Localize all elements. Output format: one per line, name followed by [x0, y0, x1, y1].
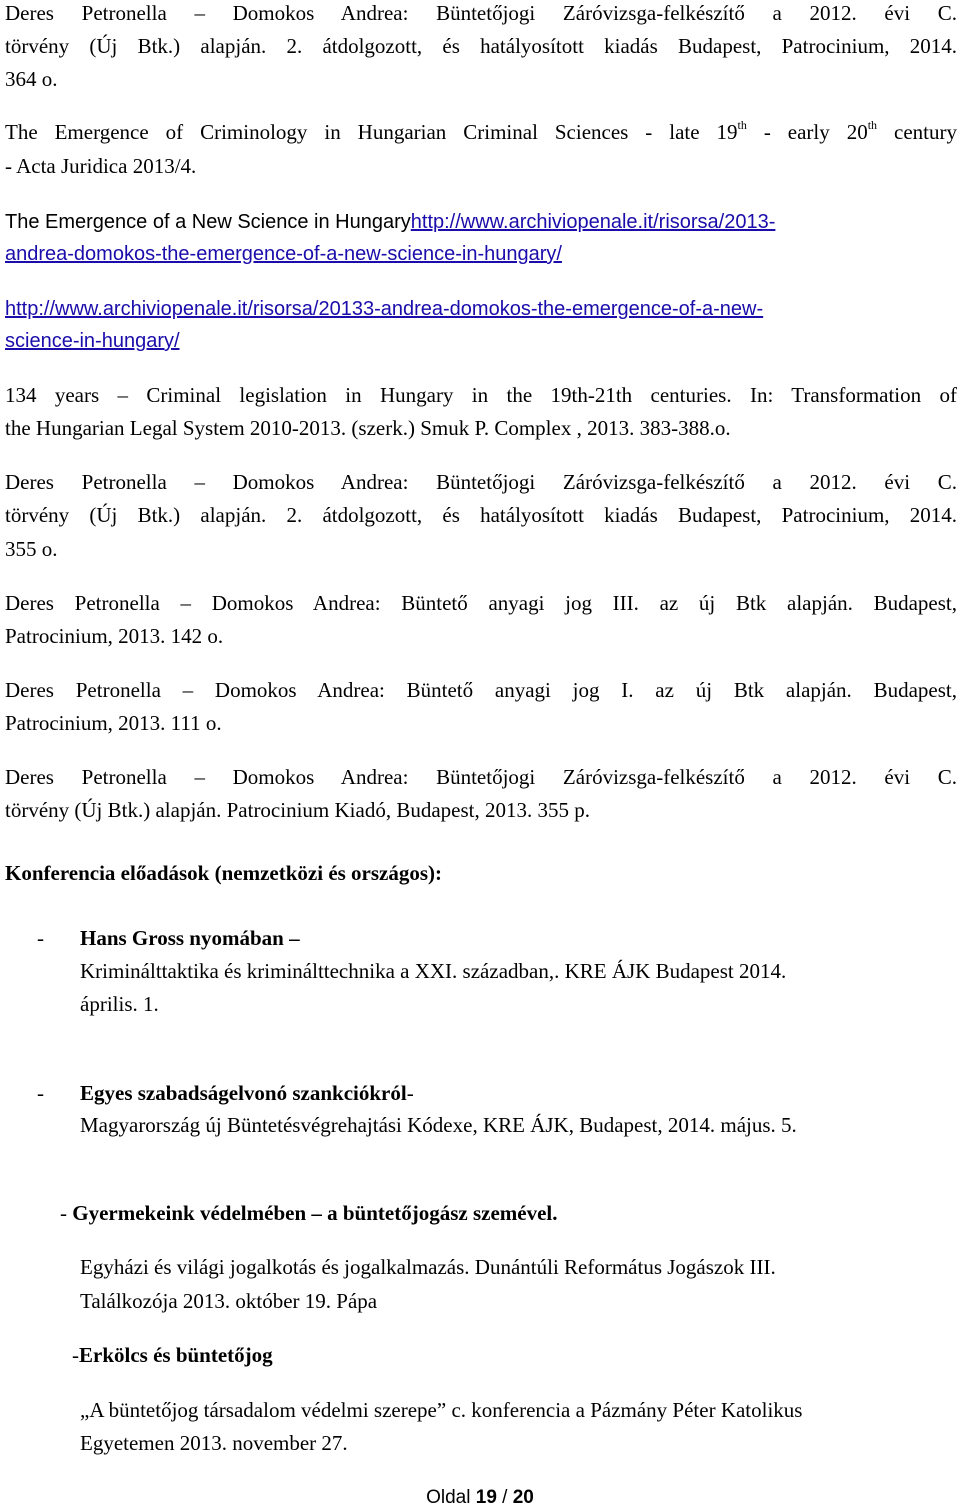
ref-1-line-3: 364 o. [5, 67, 58, 91]
conf-3-dash: - [60, 1201, 73, 1225]
ref-8-line-1: Deres Petronella – Domokos Andrea: Büntető anyagi jog I. az új Btk alapján. Budapest, [5, 678, 957, 702]
ref-2-text-a: The Emergence of Criminology in Hungarian Criminal Sciences - late 19 [5, 120, 738, 144]
ref-5-line-2: the Hungarian Legal System 2010-2013. (szerk.) Smuk P. Complex , 2013. 383-388.o. [5, 416, 731, 440]
conf-3-title-line [60, 1200, 950, 1226]
ref-5-line-1: 134 years – Criminal legislation in Hungary in the 19th-21th centuries. In: Transformation of [5, 383, 957, 407]
ref-4-link-part-2[interactable]: science-in-hungary/ [5, 330, 180, 352]
conf-2-line-1: Magyarország új Büntetésvégrehajtási Kódexe, KRE ÁJK, Budapest, 2014. május. 5. [80, 1113, 797, 1137]
conf-3-line-1: Egyházi és világi jogalkotás és jogalkalmazás. Dunántúli Református Jogászok III. [80, 1255, 776, 1279]
footer-label: Oldal [426, 1487, 471, 1508]
ref-7-line-1: Deres Petronella – Domokos Andrea: Büntető anyagi jog III. az új Btk alapján. Budapest, [5, 591, 957, 615]
ref-2-line-1 [5, 119, 957, 145]
footer-separator: / [502, 1487, 508, 1508]
ref-3-text: The Emergence of a New Science in Hungary [5, 211, 411, 233]
footer-current-page: 19 [475, 1487, 497, 1508]
conf-3-line-2: Találkozója 2013. október 19. Pápa [80, 1289, 378, 1313]
conferences-heading: Konferencia előadások (nemzetközi és országos): [5, 861, 443, 885]
conf-4-line-1: „A büntetőjog társadalom védelmi szerepe” c. konferencia a Pázmány Péter Katolikus [80, 1398, 803, 1422]
ref-3-link-part-2[interactable]: andrea-domokos-the-emergence-of-a-new-science-in-hungary/ [5, 243, 562, 265]
ref-9-line-1: Deres Petronella – Domokos Andrea: Büntetőjogi Záróvizsga-felkészítő a 2012. évi C. [5, 765, 957, 789]
ref-2-text-b: - early 20 [746, 120, 868, 144]
conf-1-line-1: Kriminálttaktika és kriminálttechnika a XXI. században,. KRE ÁJK Budapest 2014. [80, 959, 787, 983]
ref-8-line-2: Patrocinium, 2013. 111 o. [5, 711, 222, 735]
ref-4-link-part-1[interactable]: http://www.archiviopenale.it/risorsa/20133-andrea-domokos-the-emergence-of-a-new- [5, 298, 764, 320]
ref-3-line-1 [5, 209, 957, 235]
ref-1-line-1: Deres Petronella – Domokos Andrea: Büntetőjogi Záróvizsga-felkészítő a 2012. évi C. [5, 1, 957, 25]
conf-4-line-2: Egyetemen 2013. november 27. [80, 1431, 348, 1455]
ref-2-sup-2: th [867, 118, 878, 132]
ref-2-text-c: century [877, 120, 957, 144]
ref-6-line-2: törvény (Új Btk.) alapján. 2. átdolgozott, és hatályosított kiadás Budapest, Patrocinium, 2014. [5, 503, 957, 527]
ref-3-link-part-1[interactable]: http://www.archiviopenale.it/risorsa/2013- [410, 211, 776, 233]
ref-1-line-2: törvény (Új Btk.) alapján. 2. átdolgozott, és hatályosított kiadás Budapest, Patrocinium, 2014. [5, 34, 957, 58]
ref-4-line-1 [5, 296, 957, 322]
conf-4-title: Erkölcs és büntetőjog [79, 1343, 273, 1367]
ref-2-sup-1: th [737, 118, 747, 132]
ref-7-line-2: Patrocinium, 2013. 142 o. [5, 624, 224, 648]
conf-2-dash: - [37, 1081, 44, 1105]
conf-1-line-2: április. 1. [80, 992, 159, 1016]
ref-2-line-2: - Acta Juridica 2013/4. [5, 154, 197, 178]
ref-4-line-2 [5, 328, 957, 354]
conf-2-title: Egyes szabadságelvonó szankciókról [80, 1081, 407, 1105]
ref-6-line-1: Deres Petronella – Domokos Andrea: Büntetőjogi Záróvizsga-felkészítő a 2012. évi C. [5, 470, 957, 494]
conf-2-title-line [80, 1080, 940, 1106]
ref-6-line-3: 355 o. [5, 537, 58, 561]
conf-2-title-suffix: - [406, 1081, 414, 1105]
conf-1-dash: - [37, 926, 44, 950]
conf-3-title: Gyermekeink védelmében – a büntetőjogász szemével. [72, 1201, 558, 1225]
conf-4-title-line [72, 1342, 942, 1368]
ref-9-line-2: törvény (Új Btk.) alapján. Patrocinium Kiadó, Budapest, 2013. 355 p. [5, 798, 590, 822]
conf-1-title: Hans Gross nyomában – [80, 926, 300, 950]
page-footer [0, 1486, 960, 1510]
conf-4-dash: - [72, 1343, 79, 1367]
ref-3-line-2 [5, 241, 957, 267]
footer-total-pages: 20 [512, 1487, 534, 1508]
